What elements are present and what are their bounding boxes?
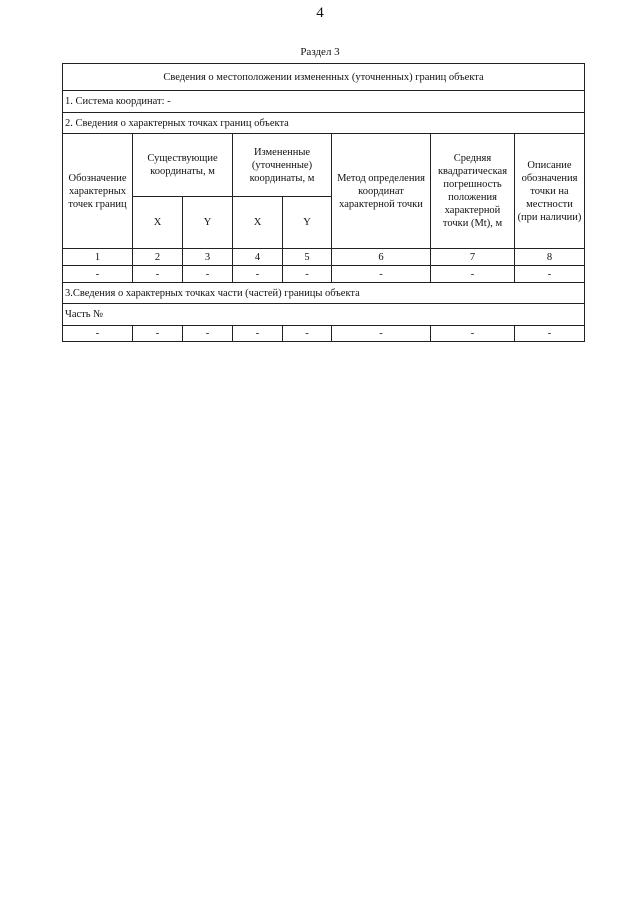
header-changed-coords: Измененные (уточненные) координаты, м — [233, 134, 332, 197]
column-number: 8 — [515, 249, 585, 266]
header-x-changed: X — [233, 197, 283, 249]
parts-heading-row: 3.Сведения о характерных точках части (частей) границы объекта — [63, 283, 585, 304]
points-heading-row: 2. Сведения о характерных точках границ объекта — [63, 113, 585, 134]
column-number: 4 — [233, 249, 283, 266]
header-y-existing: Y — [183, 197, 233, 249]
section-title: Раздел 3 — [300, 46, 340, 58]
column-number: 3 — [183, 249, 233, 266]
table-cell: - — [431, 326, 515, 342]
table-cell: - — [332, 266, 431, 283]
part-number-row: Часть № — [63, 304, 585, 326]
table-cell: - — [283, 266, 332, 283]
table-cell: - — [283, 326, 332, 342]
table-row — [63, 266, 585, 283]
table-cell: - — [515, 326, 585, 342]
table-row — [63, 326, 585, 342]
table-cell: - — [233, 326, 283, 342]
column-number: 5 — [283, 249, 332, 266]
coordinate-system-row: 1. Система координат: - — [63, 91, 585, 113]
column-number: 2 — [133, 249, 183, 266]
header-y-changed: Y — [283, 197, 332, 249]
table-cell: - — [63, 326, 133, 342]
column-number: 6 — [332, 249, 431, 266]
table-cell: - — [332, 326, 431, 342]
table-cell: - — [515, 266, 585, 283]
header-method: Метод определения координат характерной точки — [332, 134, 431, 249]
header-description: Описание обозначения точки на местности (при наличии) — [515, 134, 585, 249]
table-cell: - — [431, 266, 515, 283]
table-cell: - — [183, 266, 233, 283]
header-existing-coords: Существующие координаты, м — [133, 134, 233, 197]
table-title: Сведения о местоположении измененных (уточненных) границ объекта — [63, 64, 585, 91]
table-cell: - — [63, 266, 133, 283]
table-cell: - — [133, 266, 183, 283]
column-number: 7 — [431, 249, 515, 266]
page-number: 4 — [316, 5, 324, 21]
header-x-existing: X — [133, 197, 183, 249]
boundary-table — [62, 63, 585, 342]
table-cell: - — [233, 266, 283, 283]
column-number-row — [63, 249, 585, 266]
table-cell: - — [183, 326, 233, 342]
column-number: 1 — [63, 249, 133, 266]
header-designation: Обозначение характерных точек границ — [63, 134, 133, 249]
header-error: Средняя квадратическая погрешность положения характерной точки (Mt), м — [431, 134, 515, 249]
table-cell: - — [133, 326, 183, 342]
